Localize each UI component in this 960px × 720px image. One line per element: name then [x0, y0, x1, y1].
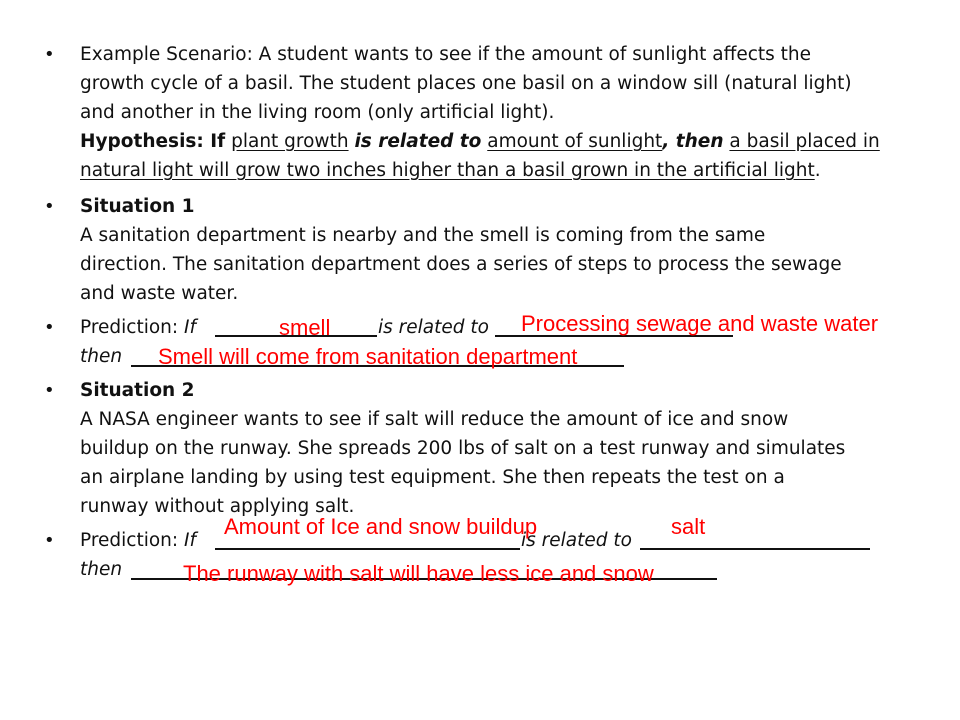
situation-1-line-2: direction. The sanitation department does a series of steps to process the sewage: [80, 254, 842, 275]
prediction-1-related-word: is related to: [378, 317, 489, 338]
prediction-1-if: If: [184, 317, 197, 338]
example-line-1: Example Scenario: A student wants to see if the amount of sunlight affects the: [80, 44, 812, 65]
prediction-1-answer-related: Processing sewage and waste water: [521, 311, 879, 336]
hypothesis-result-part-2: natural light will grow two inches higher than a basil grown in the artificial light: [80, 160, 815, 181]
prediction-2-answer-if: Amount of Ice and snow buildup: [224, 514, 538, 539]
example-line-3: and another in the living room (only artificial light).: [80, 102, 555, 123]
hypothesis-then: , then: [662, 131, 724, 152]
bullet-situation-1: •: [44, 196, 55, 217]
hypothesis-result-line: [80, 156, 821, 185]
hypothesis-related: is related to: [354, 131, 482, 152]
situation-2-line-2: buildup on the runway. She spreads 200 lbs of salt on a test runway and simulates: [80, 438, 846, 459]
prediction-2-then: then: [80, 559, 123, 580]
situation-2-line-4: runway without applying salt.: [80, 496, 355, 517]
bullet-situation-2: •: [44, 380, 55, 401]
situation-1-line-1: A sanitation department is nearby and the smell is coming from the same: [80, 225, 766, 246]
hypothesis-label: Hypothesis: If: [80, 131, 226, 152]
prediction-2-related-blank[interactable]: [640, 548, 870, 550]
prediction-1-row: [80, 313, 196, 342]
situation-1-line-3: and waste water.: [80, 283, 239, 304]
prediction-1-then: then: [80, 346, 123, 367]
bullet-prediction-2: •: [44, 530, 55, 551]
prediction-2-related-word: is related to: [521, 530, 632, 551]
example-line-2: growth cycle of a basil. The student places one basil on a window sill (natural light): [80, 73, 852, 94]
prediction-2-answer-related: salt: [671, 514, 706, 539]
situation-2-title: Situation 2: [80, 380, 195, 401]
prediction-2-answer-then: The runway with salt will have less ice and snow: [183, 561, 654, 586]
prediction-1-answer-if: smell: [279, 315, 331, 340]
prediction-2-if: If: [184, 530, 197, 551]
prediction-1-answer-then: Smell will come from sanitation department: [158, 344, 578, 369]
prediction-2-row: [80, 526, 196, 555]
bullet-example: •: [44, 44, 55, 65]
hypothesis-variable-1: plant growth: [231, 131, 349, 152]
prediction-2-if-blank[interactable]: [215, 548, 520, 550]
hypothesis-line: [80, 127, 880, 156]
situation-1-title: Situation 1: [80, 196, 195, 217]
hypothesis-result-part-1: a basil placed in: [729, 131, 880, 152]
hypothesis-variable-2: amount of sunlight: [487, 131, 663, 152]
hypothesis-period: .: [814, 160, 821, 181]
prediction-2-label: Prediction:: [80, 530, 179, 551]
situation-2-line-3: an airplane landing by using test equipment. She then repeats the test on a: [80, 467, 785, 488]
situation-2-line-1: A NASA engineer wants to see if salt will reduce the amount of ice and snow: [80, 409, 789, 430]
bullet-prediction-1: •: [44, 317, 55, 338]
prediction-1-label: Prediction:: [80, 317, 179, 338]
